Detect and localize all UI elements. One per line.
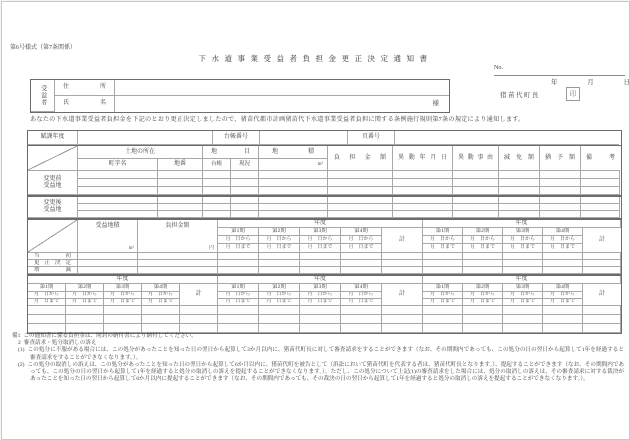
period-to-label: 月 日まで: [104, 299, 142, 306]
note-item: [12, 333, 624, 340]
period-from-label: 月 日から: [423, 292, 463, 299]
period-total-header: 計: [583, 284, 621, 306]
empty-cell: [158, 187, 203, 195]
period-to-label: 月 日まで: [218, 244, 259, 253]
empty-cell: [158, 204, 203, 211]
page-title: 下水道事業受益者負担金更正決定通知書: [198, 54, 433, 63]
period-1-header: 第1期: [423, 284, 463, 292]
period-1-header: 第1期: [423, 228, 463, 236]
period-from-label: 月 日から: [341, 292, 382, 299]
empty-cell: [503, 306, 543, 315]
period-from-label: 月 日から: [28, 292, 66, 299]
empty-cell: [218, 267, 259, 274]
empty-cell: [382, 260, 423, 267]
recipient-side-label: 受益者: [31, 80, 55, 112]
empty-cell: [203, 187, 231, 195]
period-to-label: 月 日まで: [259, 299, 300, 306]
note-text: 審査請求・処分取消しの訴え: [23, 340, 97, 347]
footer-notes: [12, 333, 624, 383]
empty-cell: [463, 253, 503, 260]
change-date-header: 異動年月日: [393, 146, 453, 171]
empty-cell: [341, 306, 382, 315]
empty-cell: [142, 324, 180, 333]
period-from-label: 月 日から: [463, 236, 503, 244]
fiscal-year-value: [78, 131, 213, 145]
empty-cell: [180, 306, 218, 315]
empty-cell: [499, 211, 540, 218]
empty-cell: [540, 187, 581, 195]
empty-cell: [382, 324, 423, 333]
period-3-header: 第3期: [300, 228, 341, 236]
current-category-header: 現況: [231, 159, 259, 171]
period-1-header: 第1期: [218, 284, 259, 292]
empty-cell: [66, 306, 104, 315]
period-to-label: 月 日まで: [543, 299, 583, 306]
period-to-label: 月 日まで: [300, 244, 341, 253]
empty-cell: [259, 324, 300, 333]
issue-date: [551, 77, 630, 86]
empty-cell: [581, 187, 620, 195]
before-change-label-text: 変更前受益地: [43, 175, 62, 189]
form-number-label: 第6号様式（第7条関係）: [10, 45, 77, 51]
period-from-label: 月 日から: [423, 236, 463, 244]
empty-cell: [104, 315, 142, 324]
benefit-area-header: [78, 220, 138, 253]
empty-cell: [158, 171, 203, 179]
empty-cell: [423, 253, 463, 260]
empty-cell: [203, 197, 231, 204]
empty-cell: [328, 211, 393, 218]
empty-cell: [543, 315, 583, 324]
period-to-label: 月 日まで: [66, 299, 104, 306]
period-total-header: 計: [382, 284, 423, 306]
deferment-header: 猶予額: [540, 146, 581, 171]
installment-corner-cell: [28, 220, 78, 253]
empty-cell: [341, 260, 382, 267]
period-from-label: 月 日から: [300, 292, 341, 299]
empty-cell: [341, 253, 382, 260]
empty-cell: [543, 267, 583, 274]
row-label-original: 当初: [28, 253, 78, 260]
after-change-label-text: 変更後受益地: [43, 200, 62, 213]
document-number-field: [494, 65, 625, 76]
empty-cell: [78, 197, 158, 204]
table-top-row: [27, 130, 622, 146]
main-table: [27, 130, 622, 334]
empty-cell: [259, 315, 300, 324]
year-group-3-header: 年度: [28, 276, 218, 284]
empty-cell: [423, 267, 463, 274]
empty-cell: [393, 179, 453, 187]
period-4-header: 第4期: [142, 284, 180, 292]
empty-cell: [158, 179, 203, 187]
land-area-header: 地積: [259, 146, 328, 159]
empty-cell: [540, 204, 581, 211]
address-value: [115, 80, 449, 96]
empty-cell: [78, 253, 138, 260]
ledger-no-label: 台帳番号: [213, 131, 260, 145]
period-from-label: 月 日から: [463, 292, 503, 299]
empty-cell: [382, 315, 423, 324]
period-from-label: 月 日から: [503, 292, 543, 299]
recipient-table: [30, 79, 450, 113]
empty-cell: [540, 197, 581, 204]
empty-cell: [259, 171, 328, 179]
benefit-area-label: 受益地積: [95, 223, 120, 229]
empty-cell: [583, 253, 621, 260]
empty-cell: [463, 315, 503, 324]
period-4-header: 第4期: [543, 284, 583, 292]
period-2-header: 第2期: [463, 284, 503, 292]
empty-cell: [453, 187, 499, 195]
empty-cell: [393, 204, 453, 211]
empty-cell: [393, 197, 453, 204]
note-number: 2: [18, 340, 21, 347]
empty-cell: [540, 171, 581, 179]
empty-cell: [393, 211, 453, 218]
charge-amount-block-header: [138, 220, 218, 253]
period-from-label: 月 日から: [104, 292, 142, 299]
empty-cell: [203, 211, 231, 218]
empty-cell: [423, 315, 463, 324]
empty-cell: [543, 260, 583, 267]
empty-cell: [259, 267, 300, 274]
empty-cell: [259, 197, 328, 204]
empty-cell: [463, 306, 503, 315]
empty-cell: [328, 197, 393, 204]
empty-cell: [583, 260, 621, 267]
empty-cell: [328, 171, 393, 179]
charge-amount-header: 負担金額: [328, 146, 393, 171]
period-1-header: 第1期: [28, 284, 66, 292]
empty-cell: [328, 179, 393, 187]
empty-cell: [158, 211, 203, 218]
empty-cell: [231, 204, 259, 211]
empty-cell: [463, 260, 503, 267]
empty-cell: [218, 253, 259, 260]
empty-cell: [328, 187, 393, 195]
empty-cell: [341, 324, 382, 333]
empty-cell: [78, 211, 158, 218]
empty-cell: [581, 179, 620, 187]
empty-cell: [203, 171, 231, 179]
empty-cell: [203, 204, 231, 211]
period-3-header: 第3期: [104, 284, 142, 292]
period-from-label: 月 日から: [218, 236, 259, 244]
issuer-name: 猪苗代町長: [500, 92, 540, 99]
document-number-label: No.: [494, 65, 503, 71]
period-to-label: 月 日まで: [259, 244, 300, 253]
note-text: この処分の取消しの訴えは、この処分があったことを知った日の翌日から起算して6か月以内に、猪苗代町を被告として（訴訟において猪苗代町を代表する者は、猪苗代町長となります。）、提起することができます（なお、その期間内であっても、この処分の日の翌日から起算して1年を経過すると処分の取消しの訴えを提起することができなくなります。）。ただし、この処分について上記(1)の審査請求をした場合には、処分の取消しの訴えは、その審査請求に対する裁決があったことを知った日の翌日から起算して6か月以内に提起することができます（なお、その期間内であっても、その裁決の日の翌日から起算して1年を経過すると処分の取消しの訴えを提起することができなくなります。）。: [27, 361, 624, 383]
empty-cell: [503, 315, 543, 324]
note-number: 備1: [12, 333, 21, 339]
land-table-before: [27, 145, 622, 196]
period-1-header: 第1期: [218, 228, 259, 236]
notification-body-text: あなたの下水道事業受益者負担金を下記のとおり更正決定しましたので、猪苗代都市計画猪苗代下水道事業受益者負担に関する条例施行規則第7条の規定により通知します。: [30, 116, 525, 123]
empty-cell: [499, 204, 540, 211]
period-to-label: 月 日まで: [300, 299, 341, 306]
empty-cell: [463, 267, 503, 274]
empty-cell: [543, 324, 583, 333]
empty-cell: [231, 179, 259, 187]
empty-cell: [300, 260, 341, 267]
area-unit-label: m²: [259, 159, 328, 171]
empty-cell: [138, 267, 218, 274]
empty-cell: [104, 306, 142, 315]
name-label: 氏名: [55, 96, 115, 112]
ledger-no-value: [260, 131, 348, 145]
change-reason-header: 異動事由: [453, 146, 499, 171]
ledger-category-header: 台帳: [203, 159, 231, 171]
page-no-value: [395, 131, 619, 145]
empty-cell: [300, 306, 341, 315]
empty-cell: [453, 171, 499, 179]
empty-cell: [499, 187, 540, 195]
empty-cell: [259, 187, 328, 195]
period-to-label: 月 日まで: [423, 299, 463, 306]
form-page: [1, 1, 630, 440]
period-total-header: 計: [583, 228, 621, 253]
empty-cell: [423, 306, 463, 315]
empty-cell: [142, 315, 180, 324]
empty-cell: [540, 179, 581, 187]
period-to-label: 月 日まで: [218, 299, 259, 306]
empty-cell: [231, 187, 259, 195]
empty-cell: [503, 267, 543, 274]
empty-cell: [382, 267, 423, 274]
reduction-header: 減免額: [499, 146, 540, 171]
empty-cell: [28, 306, 66, 315]
period-to-label: 月 日まで: [463, 244, 503, 253]
empty-cell: [142, 306, 180, 315]
period-from-label: 月 日から: [543, 236, 583, 244]
period-4-header: 第4期: [341, 228, 382, 236]
empty-cell: [453, 211, 499, 218]
empty-cell: [543, 253, 583, 260]
charge-amount-unit: 円: [208, 245, 214, 251]
period-total-header: 計: [180, 284, 218, 306]
empty-cell: [180, 315, 218, 324]
empty-cell: [259, 260, 300, 267]
empty-cell: [259, 211, 328, 218]
empty-cell: [300, 315, 341, 324]
period-to-label: 月 日まで: [463, 299, 503, 306]
empty-cell: [78, 260, 138, 267]
benefit-area-unit: m²: [128, 245, 134, 251]
empty-cell: [423, 260, 463, 267]
empty-cell: [259, 179, 328, 187]
empty-cell: [28, 315, 66, 324]
empty-cell: [66, 324, 104, 333]
period-to-label: 月 日まで: [28, 299, 66, 306]
note-number: (1): [18, 347, 25, 354]
period-from-label: 月 日から: [503, 236, 543, 244]
empty-cell: [423, 324, 463, 333]
empty-cell: [503, 260, 543, 267]
empty-cell: [341, 315, 382, 324]
note-text: この処分に不服がある場合には、この処分があったことを知った日の翌日から起算して3か月以内に、猪苗代町長に対して審査請求をすることができます（なお、その期間内であっても、この処分の日の翌日から起算して1年を経過すると審査請求をすることができなくなります。）。: [27, 347, 624, 361]
period-from-label: 月 日から: [66, 292, 104, 299]
period-4-header: 第4期: [543, 228, 583, 236]
empty-cell: [341, 267, 382, 274]
empty-cell: [300, 253, 341, 260]
row-label-corrected: 更正決定: [28, 260, 78, 267]
empty-cell: [382, 253, 423, 260]
period-to-label: 月 日まで: [543, 244, 583, 253]
installment-table-lower: [27, 275, 622, 334]
land-category-header: 地目: [203, 146, 259, 159]
empty-cell: [540, 211, 581, 218]
empty-cell: [218, 324, 259, 333]
year-group-1-header: 年度: [218, 220, 423, 228]
empty-cell: [259, 306, 300, 315]
installment-table-upper: [27, 219, 622, 275]
empty-cell: [158, 197, 203, 204]
note-number: (2): [18, 361, 25, 368]
period-to-label: 月 日まで: [503, 244, 543, 253]
period-total-header: 計: [382, 228, 423, 253]
empty-cell: [203, 179, 231, 187]
period-2-header: 第2期: [259, 284, 300, 292]
empty-cell: [28, 324, 66, 333]
empty-cell: [180, 324, 218, 333]
period-2-header: 第2期: [463, 228, 503, 236]
name-value: [115, 96, 449, 112]
empty-cell: [583, 267, 621, 274]
after-change-label: [28, 197, 78, 218]
empty-cell: [393, 171, 453, 179]
empty-cell: [138, 260, 218, 267]
before-change-label: [28, 171, 78, 195]
seal-mark: 印: [566, 87, 580, 101]
period-from-label: 月 日から: [259, 236, 300, 244]
period-from-label: 月 日から: [218, 292, 259, 299]
note-item: [18, 362, 624, 384]
empty-cell: [78, 204, 158, 211]
empty-cell: [78, 179, 158, 187]
period-4-header: 第4期: [341, 284, 382, 292]
empty-cell: [503, 253, 543, 260]
period-from-label: 月 日から: [341, 236, 382, 244]
empty-cell: [218, 260, 259, 267]
note-item: [18, 347, 624, 361]
empty-cell: [503, 324, 543, 333]
remarks-header: 備考: [581, 146, 620, 171]
empty-cell: [543, 306, 583, 315]
year-group-4-header: 年度: [218, 276, 423, 284]
period-to-label: 月 日まで: [423, 244, 463, 253]
name-suffix: 様: [432, 100, 439, 108]
empty-cell: [66, 315, 104, 324]
row-label-difference: 増減: [28, 267, 78, 274]
empty-cell: [231, 171, 259, 179]
empty-cell: [78, 171, 158, 179]
town-header: 町字名: [78, 159, 158, 171]
lot-no-header: 地番: [158, 159, 203, 171]
empty-cell: [583, 315, 621, 324]
charge-amount-label: 負担金額: [165, 223, 190, 229]
period-from-label: 月 日から: [300, 236, 341, 244]
empty-cell: [218, 315, 259, 324]
empty-cell: [78, 267, 138, 274]
period-3-header: 第3期: [503, 284, 543, 292]
empty-cell: [300, 324, 341, 333]
empty-cell: [259, 204, 328, 211]
empty-cell: [581, 171, 620, 179]
page-no-label: 頁番号: [348, 131, 395, 145]
year-group-2-header: 年度: [423, 220, 621, 228]
land-table-after: [27, 196, 622, 219]
empty-cell: [259, 253, 300, 260]
empty-cell: [463, 324, 503, 333]
period-to-label: 月 日まで: [341, 244, 382, 253]
empty-cell: [231, 211, 259, 218]
date-month-label: 月: [587, 79, 594, 86]
empty-cell: [231, 197, 259, 204]
empty-cell: [453, 179, 499, 187]
fiscal-year-label: 賦課年度: [28, 131, 78, 145]
empty-cell: [104, 324, 142, 333]
empty-cell: [393, 187, 453, 195]
empty-cell: [581, 204, 620, 211]
empty-cell: [218, 306, 259, 315]
period-to-label: 月 日まで: [341, 299, 382, 306]
date-day-label: 日: [623, 79, 630, 86]
period-from-label: 月 日から: [142, 292, 180, 299]
period-to-label: 月 日まで: [503, 299, 543, 306]
empty-cell: [453, 197, 499, 204]
empty-cell: [138, 253, 218, 260]
empty-cell: [382, 306, 423, 315]
date-year-label: 年: [551, 79, 558, 86]
period-from-label: 月 日から: [259, 292, 300, 299]
empty-cell: [78, 187, 158, 195]
empty-cell: [300, 267, 341, 274]
period-2-header: 第2期: [66, 284, 104, 292]
period-to-label: 月 日まで: [142, 299, 180, 306]
year-group-5-header: 年度: [423, 276, 621, 284]
empty-cell: [583, 324, 621, 333]
empty-cell: [581, 211, 620, 218]
period-from-label: 月 日から: [543, 292, 583, 299]
empty-cell: [328, 204, 393, 211]
note-text: この通知書に係る負担金は、同封の納付書により納付してください。: [23, 333, 197, 339]
empty-cell: [581, 197, 620, 204]
period-3-header: 第3期: [503, 228, 543, 236]
address-label: 住所: [55, 80, 115, 96]
empty-cell: [453, 204, 499, 211]
empty-cell: [499, 179, 540, 187]
empty-cell: [583, 306, 621, 315]
period-2-header: 第2期: [259, 228, 300, 236]
empty-cell: [499, 197, 540, 204]
land-corner-cell: [28, 146, 78, 171]
land-location-header: 土地の所在: [78, 146, 203, 159]
period-3-header: 第3期: [300, 284, 341, 292]
empty-cell: [499, 171, 540, 179]
